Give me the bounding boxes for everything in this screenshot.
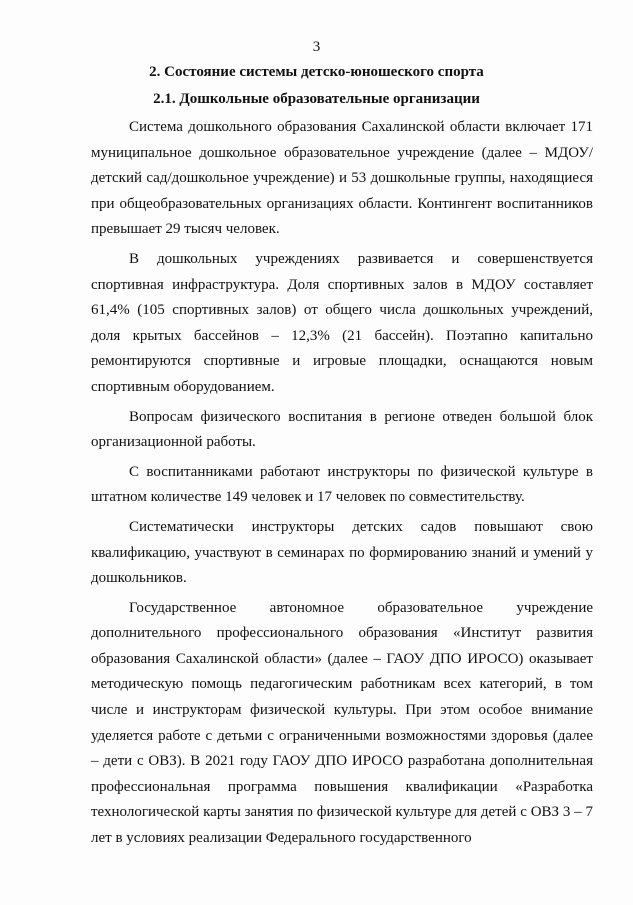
paragraph-3: Вопросам физического воспитания в регионе отведен большой блок организационной работы. [91, 408, 593, 451]
paragraph-5: Систематически инструкторы детских садов повышают свою квалификацию, участвуют в семинарах по формированию знаний и умений у дошкольников. [91, 518, 593, 587]
page-number: 3 [312, 39, 321, 55]
paragraph-4: С воспитанниками работают инструкторы по физической культуре в штатном количестве 149 человек и 17 человек по совместительству. [91, 463, 593, 506]
document-body [91, 115, 593, 852]
paragraph-6: Государственное автономное образовательное учреждение дополнительного профессионального образования «Институт развития образования Сахалинской области» (далее – ГАОУ ДПО ИРОСО) оказывает методическую помощь педагогическим работникам всех категорий, в том числе и инструкторам физической культуры. При этом особое внимание уделяется работе с детьми с ограниченными возможностями здоровья (далее – дети с ОВЗ). В 2021 году ГАОУ ДПО ИРОСО разработана дополнительная профессиональная программа повышения квалификации «Разработка технологической карты занятия по физической культуре для детей с ОВЗ 3 – 7 лет в условиях реализации Федерального государственного [91, 599, 593, 847]
paragraph-2: В дошкольных учреждениях развивается и совершенствуется спортивная инфраструктура. Доля спортивных залов в МДОУ составляет 61,4% (105 спортивных залов) от общего числа дошкольных учреждений, доля крытых бассейнов – 12,3% (21 бассейн). Поэтапно капитально ремонтируются спортивные и игровые площадки, оснащаются новым спортивным оборудованием. [91, 250, 593, 395]
paragraph-1: Система дошкольного образования Сахалинской области включает 171 муниципальное дошкольное образовательное учреждение (далее – МДОУ/детский сад/дошкольное учреждение) и 53 дошкольные группы, находящиеся при общеобразовательных организациях области. Контингент воспитанников превышает 29 тысяч человек. [91, 119, 593, 238]
subsection-heading: 2.1. Дошкольные образовательные организации [153, 91, 480, 107]
section-heading: 2. Состояние системы детско-юношеского спорта [149, 64, 484, 80]
